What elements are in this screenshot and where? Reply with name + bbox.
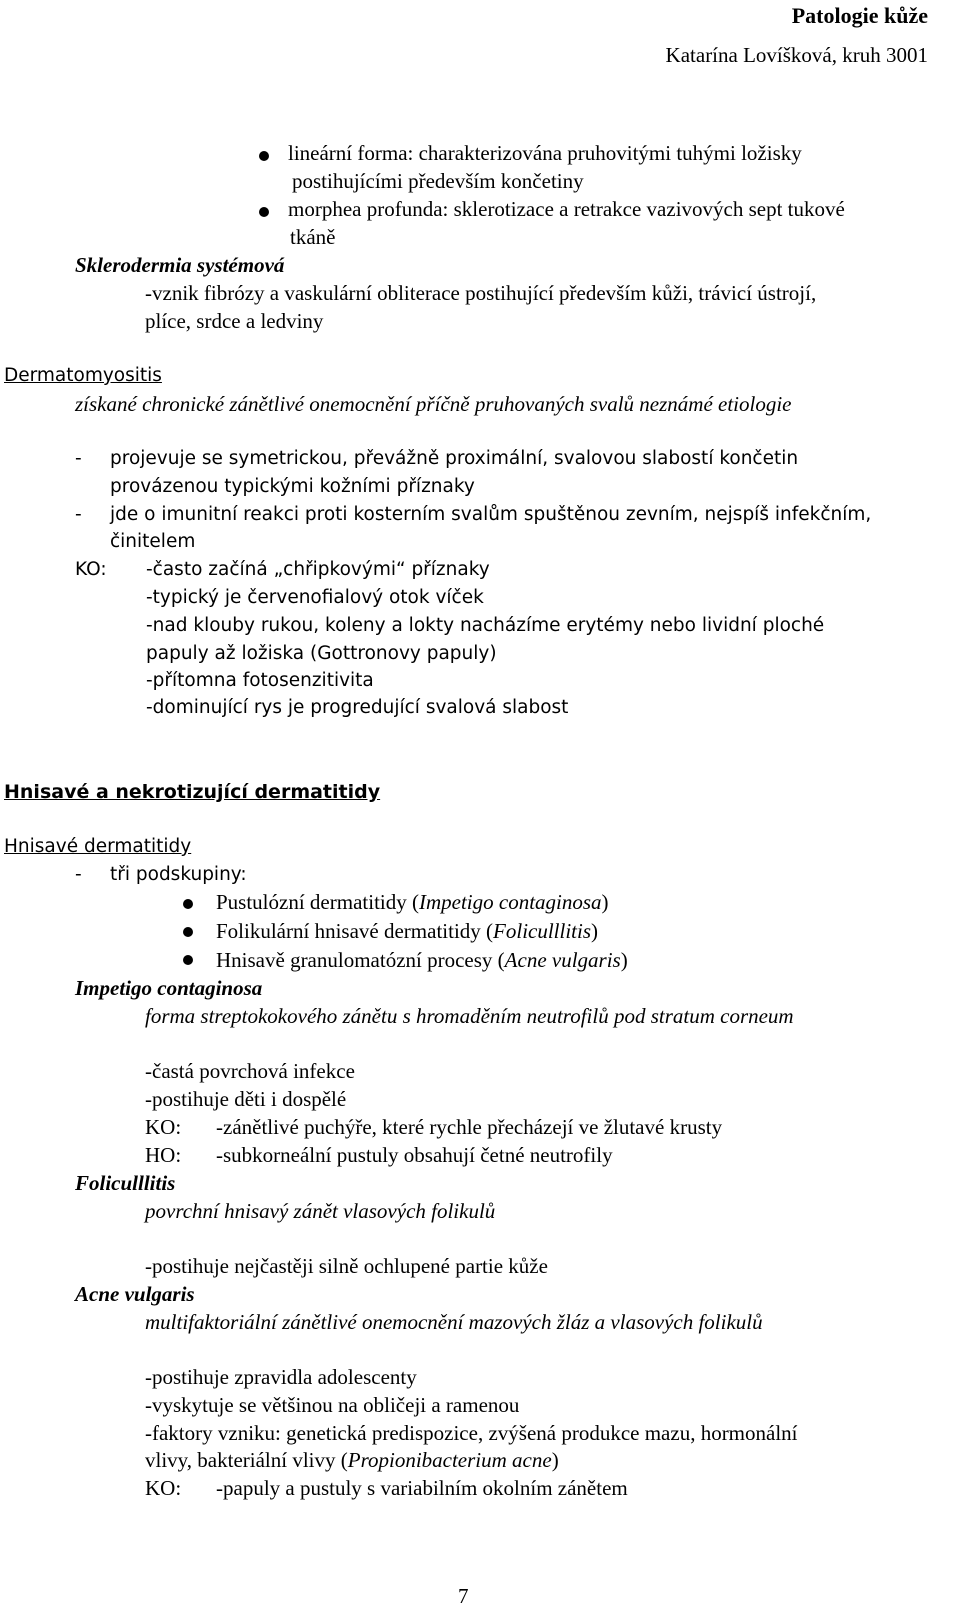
definition: získané chronické zánětlivé onemocnění příčně pruhovaných svalů neznámé etiologie: [75, 392, 792, 416]
paragraph-line: jde o imunitní reakci proti kosterním svalům spuštěnou zevním, nejspíš infekčním,: [110, 504, 872, 525]
bullet-icon: [183, 955, 193, 965]
ho-label: HO:: [145, 1143, 182, 1167]
ko-label: KO:: [75, 559, 107, 580]
list-item: lineární forma: charakterizována pruhovitými tuhými ložisky: [288, 141, 802, 165]
paragraph-line: papuly až ložiska (Gottronovy papuly): [146, 643, 497, 664]
dash-marker: -: [75, 864, 82, 885]
paragraph-line: vlivy, bakteriální vlivy (Propionibacterium acne): [145, 1448, 559, 1472]
ko-label: KO:: [145, 1476, 182, 1500]
document-author: Katarína Lovíšková, kruh 3001: [665, 43, 928, 67]
list-item: tkáně: [290, 225, 336, 249]
section-heading-hnisave-nekrotizujici: Hnisavé a nekrotizující dermatitidy: [4, 781, 381, 803]
paragraph-line: tři podskupiny:: [110, 864, 247, 885]
section-heading-foliculitis: Foliculllitis: [75, 1171, 176, 1195]
list-item: Pustulózní dermatitidy (Impetigo contaginosa): [216, 890, 609, 914]
paragraph-line: -papuly a pustuly s variabilním okolním zánětem: [216, 1476, 628, 1500]
paragraph-line: plíce, srdce a ledviny: [145, 309, 324, 333]
paragraph-line: činitelem: [110, 531, 196, 552]
definition: forma streptokokového zánětu s hromaděním neutrofilů pod stratum corneum: [145, 1004, 794, 1028]
paragraph-line: -nad klouby rukou, koleny a lokty nacházíme erytémy nebo lividní ploché: [146, 615, 825, 636]
definition: multifaktoriální zánětlivé onemocnění mazových žláz a vlasových folikulů: [145, 1310, 763, 1334]
paragraph-line: -subkorneální pustuly obsahují četné neutrofily: [216, 1143, 613, 1167]
paragraph-line: -často začíná „chřipkovými“ příznaky: [146, 559, 490, 580]
ko-label: KO:: [145, 1115, 182, 1139]
paragraph-line: -zánětlivé puchýře, které rychle přecházejí ve žlutavé krusty: [216, 1115, 723, 1139]
list-item: Folikulární hnisavé dermatitidy (Foliculllitis): [216, 919, 599, 943]
subsection-heading-hnisave: Hnisavé dermatitidy: [4, 836, 192, 857]
section-heading-dermatomyositis: Dermatomyositis: [4, 365, 162, 386]
paragraph-line: projevuje se symetrickou, převážně proximální, svalovou slabostí končetin: [110, 448, 799, 469]
paragraph-line: -častá povrchová infekce: [145, 1059, 355, 1083]
section-heading-impetigo: Impetigo contaginosa: [75, 976, 263, 1000]
list-item: morphea profunda: sklerotizace a retrakce vazivových sept tukové: [288, 197, 845, 221]
section-heading-acne: Acne vulgaris: [75, 1282, 195, 1306]
list-item: Hnisavě granulomatózní procesy (Acne vulgaris): [216, 948, 628, 972]
dash-marker: -: [75, 448, 82, 469]
paragraph-line: -dominující rys je progredující svalová slabost: [146, 697, 569, 718]
section-heading-sklerodermia: Sklerodermia systémová: [75, 253, 285, 277]
dash-marker: -: [75, 504, 82, 525]
bullet-icon: [259, 207, 269, 217]
paragraph-line: -vznik fibrózy a vaskulární obliterace postihující především kůži, trávicí ústrojí,: [145, 281, 817, 305]
page-number: 7: [458, 1584, 469, 1608]
paragraph-line: -postihuje děti i dospělé: [145, 1087, 347, 1111]
bullet-icon: [259, 151, 269, 161]
definition: povrchní hnisavý zánět vlasových folikulů: [145, 1199, 496, 1223]
bullet-icon: [183, 927, 193, 937]
list-item: postihujícími především končetiny: [292, 169, 584, 193]
paragraph-line: -postihuje zpravidla adolescenty: [145, 1365, 417, 1389]
paragraph-line: -vyskytuje se většinou na obličeji a ramenou: [145, 1393, 520, 1417]
paragraph-line: provázenou typickými kožními příznaky: [110, 476, 475, 497]
document-title: Patologie kůže: [791, 3, 928, 28]
paragraph-line: -postihuje nejčastěji silně ochlupené partie kůže: [145, 1254, 548, 1278]
paragraph-line: -typický je červenofialový otok víček: [146, 587, 484, 608]
paragraph-line: -faktory vzniku: genetická predispozice, zvýšená produkce mazu, hormonální: [145, 1421, 798, 1445]
bullet-icon: [183, 899, 193, 909]
paragraph-line: -přítomna fotosenzitivita: [146, 670, 374, 691]
